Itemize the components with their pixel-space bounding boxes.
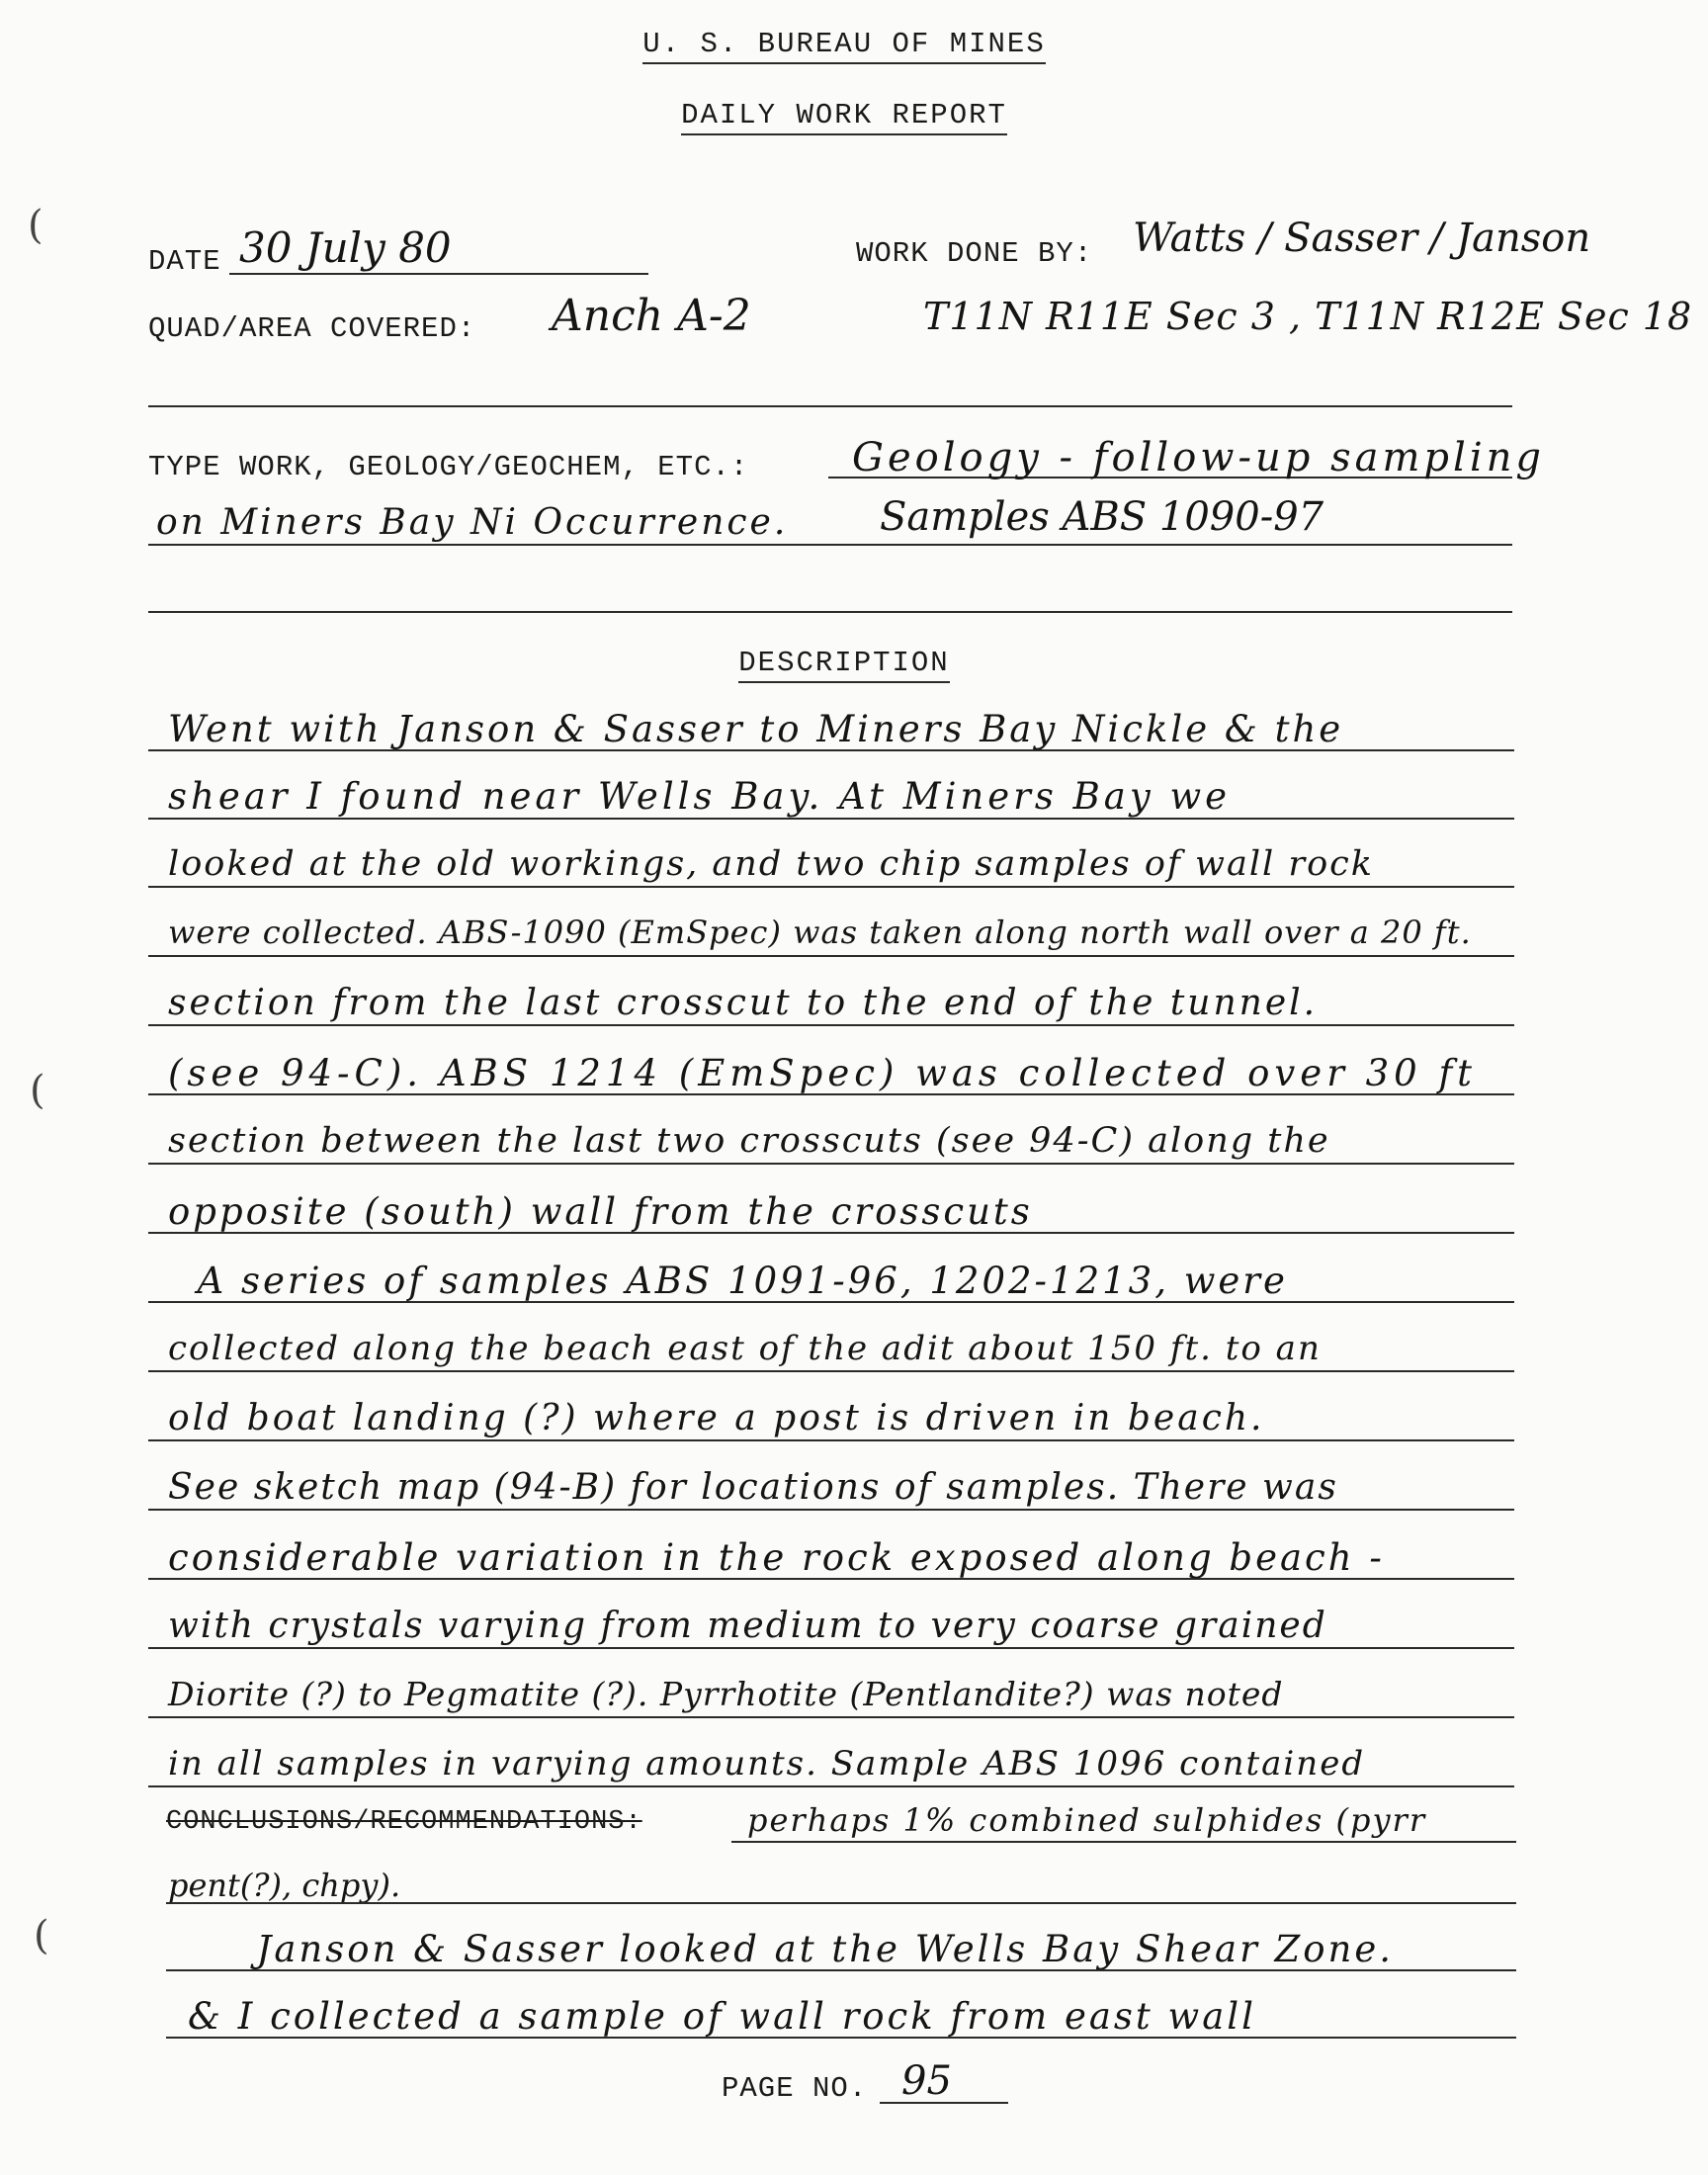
- description-line: in all samples in varying amounts. Sample ABS 1096 contained: [168, 1744, 1366, 1784]
- margin-mark-top: (: [28, 203, 43, 248]
- type-work-line-2b: Samples ABS 1090-97: [880, 494, 1324, 540]
- description-line: collected along the beach east of the adit about 150 ft. to an: [168, 1329, 1322, 1368]
- description-line: with crystals varying from medium to very coarse grained: [168, 1606, 1327, 1646]
- report-title: DAILY WORK REPORT: [0, 99, 1688, 131]
- description-line: Went with Janson & Sasser to Miners Bay Nickle & the: [168, 708, 1344, 750]
- conclusions-rule-4: [166, 2037, 1516, 2039]
- desc-rule: [148, 1024, 1514, 1026]
- description-line: opposite (south) wall from the crosscuts: [168, 1190, 1033, 1233]
- description-heading: DESCRIPTION: [0, 647, 1688, 679]
- type-work-underline-3: [148, 611, 1512, 613]
- conclusions-line-1: perhaps 1% combined sulphides (pyrr: [747, 1801, 1427, 1839]
- type-work-underline-2: [148, 544, 1512, 546]
- quad-value: Anch A-2: [552, 291, 751, 341]
- desc-rule: [148, 1509, 1514, 1511]
- description-line: were collected. ABS-1090 (EmSpec) was taken along north wall over a 20 ft.: [168, 914, 1472, 951]
- quad-rule-2: [148, 405, 1512, 407]
- agency-title: U. S. BUREAU OF MINES: [0, 28, 1688, 60]
- margin-mark-middle: (: [30, 1068, 45, 1113]
- page-number-value: 95: [901, 2058, 952, 2104]
- work-done-by-value: Watts / Sasser / Janson: [1133, 216, 1591, 261]
- quad-label: QUAD/AREA COVERED:: [148, 312, 476, 345]
- desc-rule: [148, 1163, 1514, 1165]
- desc-rule: [148, 1647, 1514, 1649]
- date-label: DATE: [148, 245, 221, 278]
- description-line: (see 94-C). ABS 1214 (EmSpec) was collected over 30 ft: [168, 1052, 1478, 1094]
- desc-rule: [148, 818, 1514, 820]
- conclusions-rule-2: [166, 1902, 1516, 1904]
- description-line: old boat landing (?) where a post is driven in beach.: [168, 1398, 1265, 1438]
- type-work-line-1: Geology - follow-up sampling: [852, 435, 1545, 480]
- description-line: A series of samples ABS 1091-96, 1202-1213, were: [168, 1260, 1288, 1302]
- desc-rule: [148, 886, 1514, 888]
- date-underline: [229, 273, 648, 275]
- conclusions-label: CONCLUSIONS/RECOMMENDATIONS:: [166, 1807, 642, 1837]
- type-work-line-2a: on Miners Bay Ni Occurrence.: [156, 502, 789, 543]
- description-line: See sketch map (94-B) for locations of samples. There was: [168, 1467, 1338, 1508]
- margin-mark-bottom: (: [34, 1913, 49, 1958]
- desc-rule: [148, 1439, 1514, 1441]
- description-line: section between the last two crosscuts (see 94-C) along the: [168, 1121, 1330, 1161]
- conclusions-line-3: Janson & Sasser looked at the Wells Bay Shear Zone.: [227, 1928, 1395, 1970]
- date-value: 30 July 80: [239, 223, 452, 272]
- description-line: looked at the old workings, and two chip samples of wall rock: [168, 844, 1374, 884]
- description-line: considerable variation in the rock exposed along beach -: [168, 1536, 1385, 1579]
- description-line: section from the last crosscut to the end of the tunnel.: [168, 983, 1319, 1023]
- description-line: Diorite (?) to Pegmatite (?). Pyrrhotite (Pentlandite?) was noted: [168, 1675, 1284, 1713]
- desc-rule: [148, 1370, 1514, 1372]
- conclusions-line-4: & I collected a sample of wall rock from east wall: [188, 1995, 1256, 2038]
- desc-rule: [148, 1785, 1514, 1787]
- desc-rule: [148, 955, 1514, 957]
- page-number-label: PAGE NO.: [722, 2072, 868, 2105]
- conclusions-line-2: pent(?), chpy).: [168, 1867, 401, 1904]
- conclusions-rule-3: [166, 1969, 1516, 1971]
- desc-rule: [148, 1716, 1514, 1718]
- quad-location: T11N R11E Sec 3 , T11N R12E Sec 18: [923, 295, 1693, 338]
- work-done-by-label: WORK DONE BY:: [856, 237, 1093, 270]
- description-line: shear I found near Wells Bay. At Miners Bay we: [168, 775, 1232, 818]
- type-work-label: TYPE WORK, GEOLOGY/GEOCHEM, ETC.:: [148, 451, 749, 483]
- conclusions-rule-1: [731, 1841, 1516, 1843]
